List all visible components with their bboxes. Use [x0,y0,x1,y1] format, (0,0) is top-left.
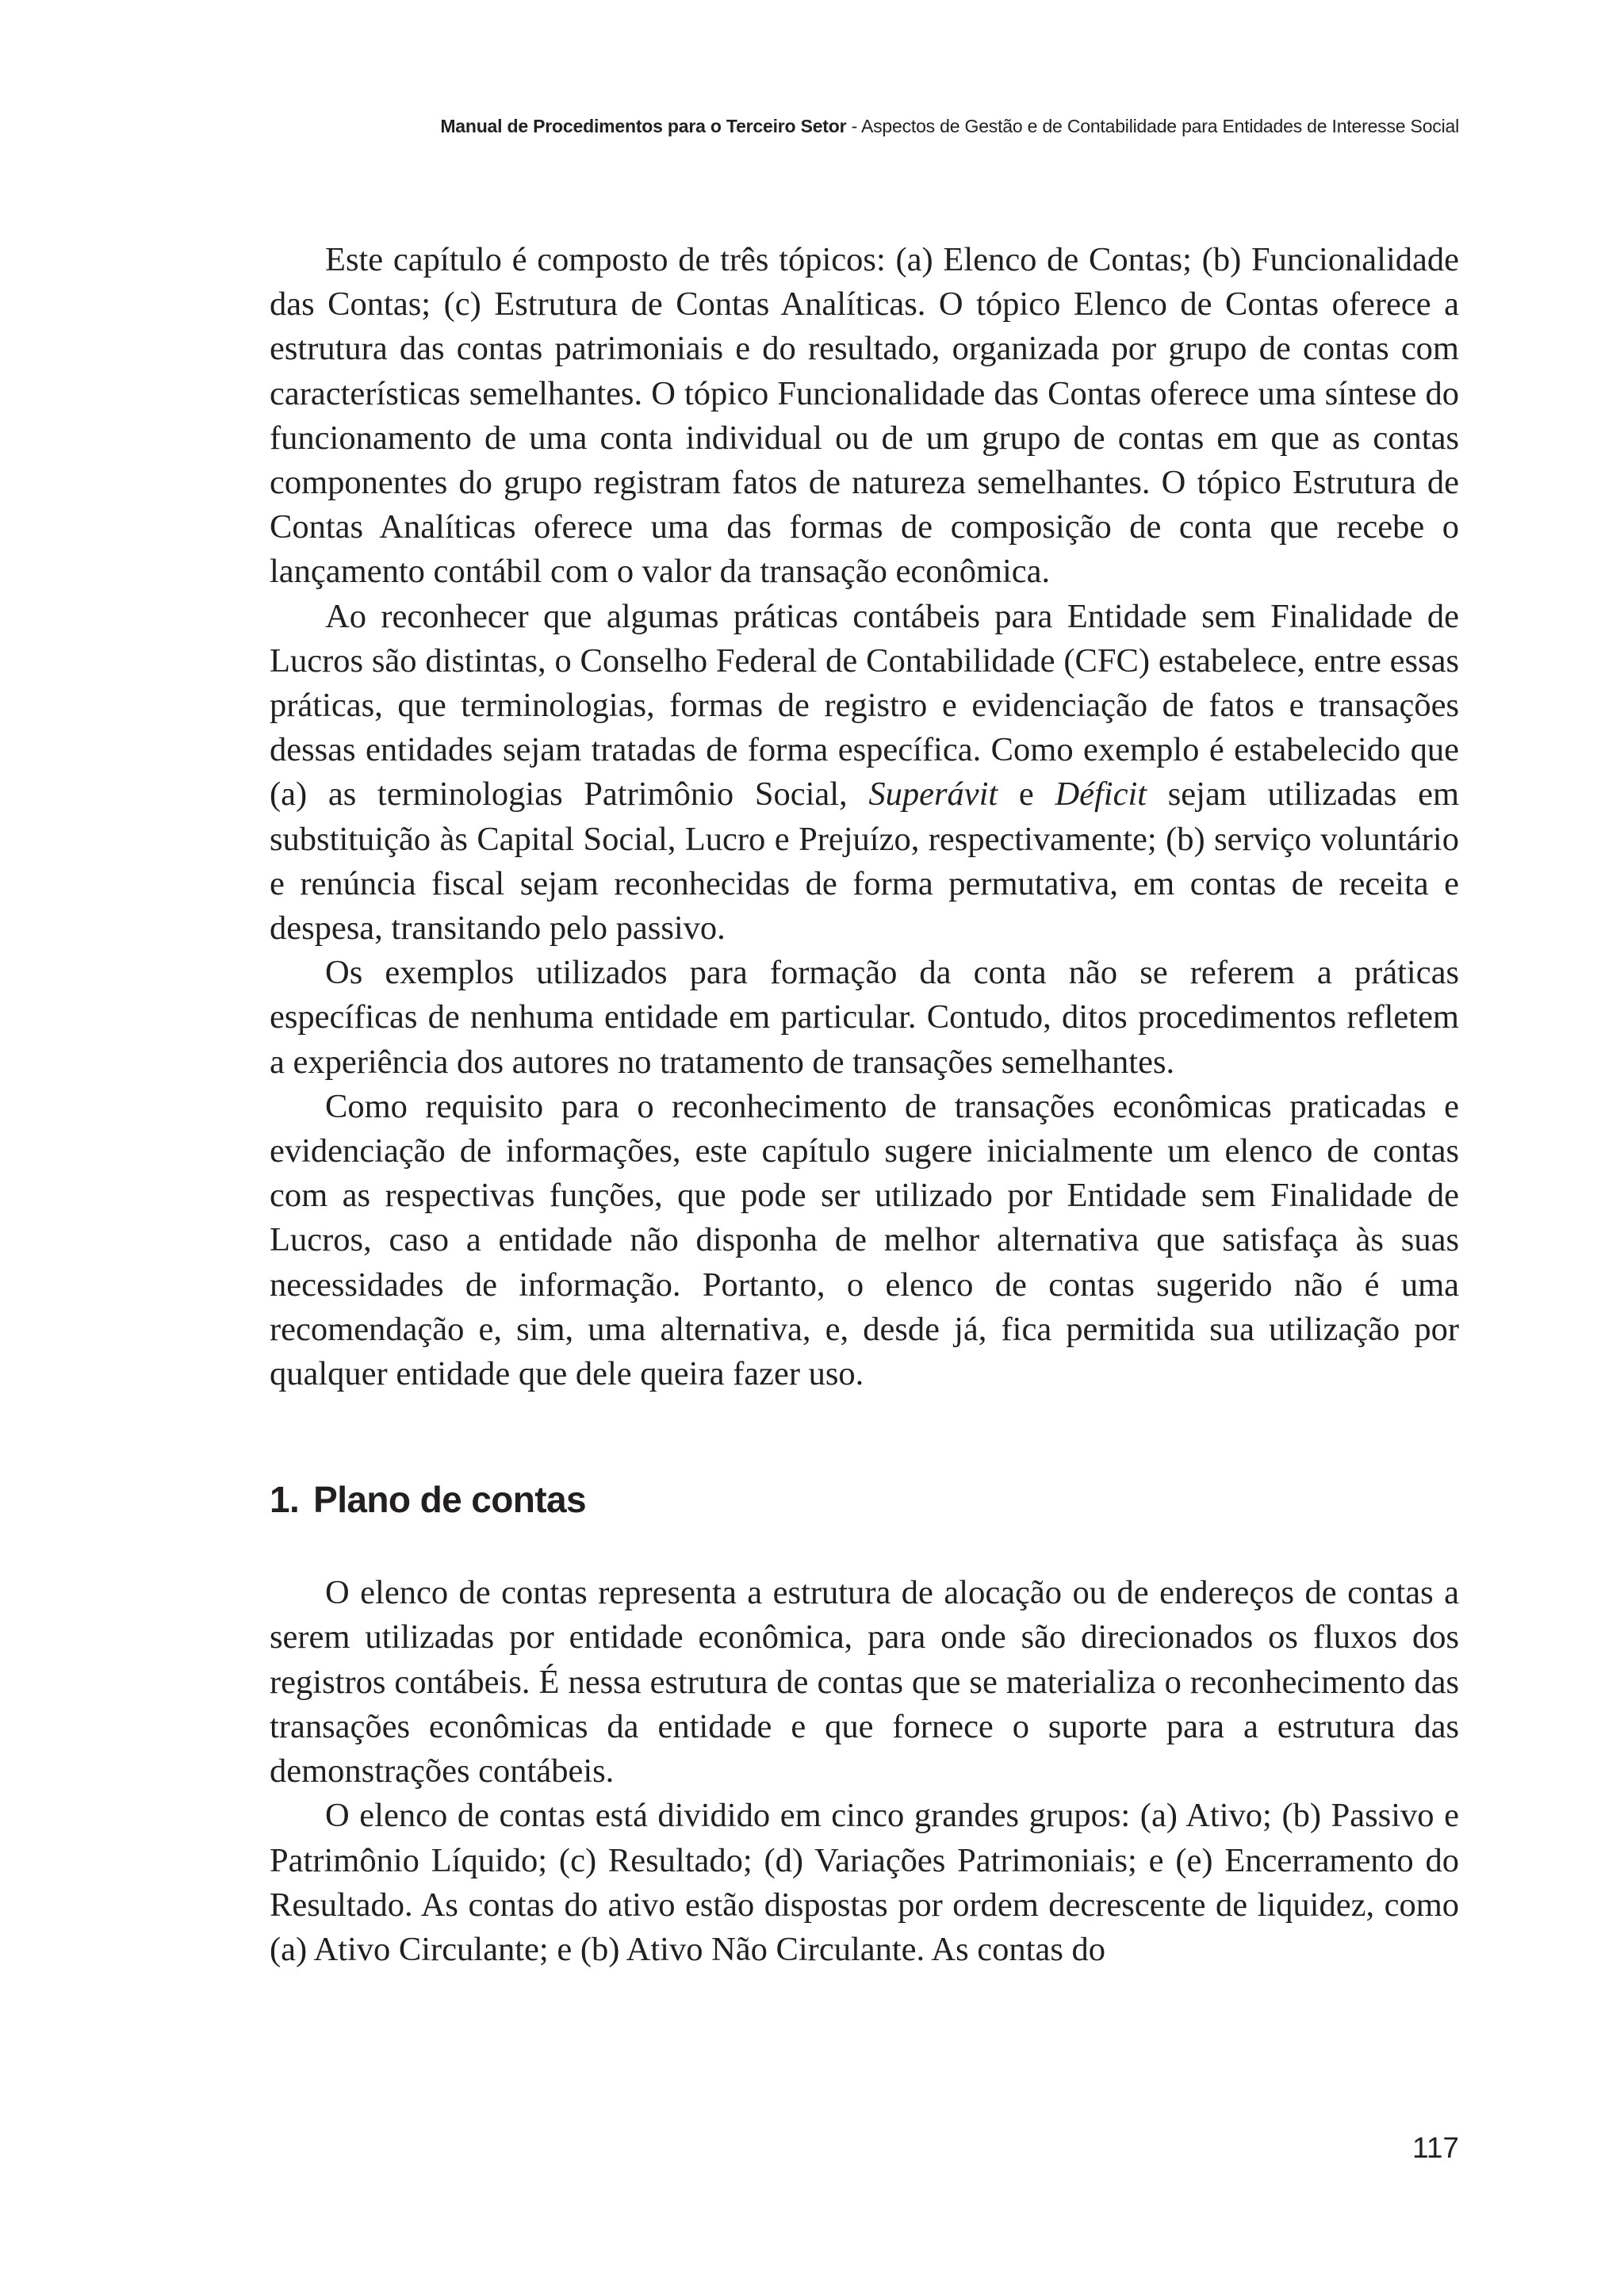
header-separator: - [846,116,861,136]
section-title: Plano de contas [313,1479,586,1521]
intro-paragraph-2 [270,595,1459,952]
header-subtitle: Aspectos de Gestão e de Contabilidade para Entidades de Interesse Social [860,116,1459,136]
italic-term-superavit: Superávit [868,776,998,814]
intro-paragraph-4: Como requisito para o reconhecimento de transações econômicas praticadas e evidenciação de informações, este capítulo sugere inicialmente um elenco de contas com as respectivas funções, que pode ser utilizado por Entidade sem Finalidade de Lucros, caso a entidade não disponha de melhor alternativa que satisfaça às suas necessidades de informação. Portanto, o elenco de contas sugerido não é uma recomendação e, sim, uma alternativa, e, desde já, fica permitida sua utilização por qualquer entidade que dele queira fazer uso. [270,1087,1459,1393]
section-paragraph-1: O elenco de contas representa a estrutura de alocação ou de endereços de contas a serem utilizadas por entidade econômica, para onde são direcionados os fluxos dos registros contábeis. É nessa estrutura de contas que se materializa o reconhecimento das transações econômicas da entidade e que fornece o suporte para a estrutura das demonstrações contábeis. [270,1574,1459,1790]
intro-paragraph-2-part3: sejam utilizadas em substituição às Capital Social, Lucro e Prejuízo, respectivamente; (b) serviço voluntário e renúncia fiscal sejam reconhecidas de forma permutativa, em contas de receita e despesa, transitando pelo passivo. [270,776,1459,948]
page-body [270,238,1459,1972]
section-heading [270,1477,1459,1522]
italic-term-deficit: Déficit [1055,776,1147,814]
intro-paragraph-2-part2: e [998,776,1055,814]
header-book-title: Manual de Procedimentos para o Terceiro Setor [440,116,847,136]
intro-paragraph-2-part1: Ao reconhecer que algumas práticas contábeis para Entidade sem Finalidade de Lucros são distintas, o Conselho Federal de Contabilidade (CFC) estabelece, entre essas práticas, que terminologias, formas de registro e evidenciação de fatos e transações dessas entidades sejam tratadas de forma específica. Como exemplo é estabelecido que (a) as terminologias Patrimônio Social, [270,597,1459,814]
section-number: 1. [270,1479,300,1521]
section-paragraph-2: O elenco de contas está dividido em cinco grandes grupos: (a) Ativo; (b) Passivo e Patrimônio Líquido; (c) Resultado; (d) Variações Patrimoniais; e (e) Encerramento do Resultado. As contas do ativo estão dispostas por ordem decrescente de liquidez, como (a) Ativo Circulante; e (b) Ativo Não Circulante. As contas do [270,1797,1459,1968]
intro-paragraph-3: Os exemplos utilizados para formação da conta não se referem a práticas específicas de nenhuma entidade em particular. Contudo, ditos procedimentos refletem a experiência dos autores no tratamento de transações semelhantes. [270,954,1459,1081]
intro-paragraph-1: Este capítulo é composto de três tópicos: (a) Elenco de Contas; (b) Funcionalidade das Contas; (c) Estrutura de Contas Analíticas. O tópico Elenco de Contas oferece a estrutura das contas patrimoniais e do resultado, organizada por grupo de contas com características semelhantes. O tópico Funcionalidade das Contas oferece uma síntese do funcionamento de uma conta individual ou de um grupo de contas em que as contas componentes do grupo registram fatos de natureza semelhantes. O tópico Estrutura de Contas Analíticas oferece uma das formas de composição de conta que recebe o lançamento contábil com o valor da transação econômica. [270,241,1459,591]
page-number: 117 [1412,2131,1459,2164]
running-header [270,116,1459,137]
